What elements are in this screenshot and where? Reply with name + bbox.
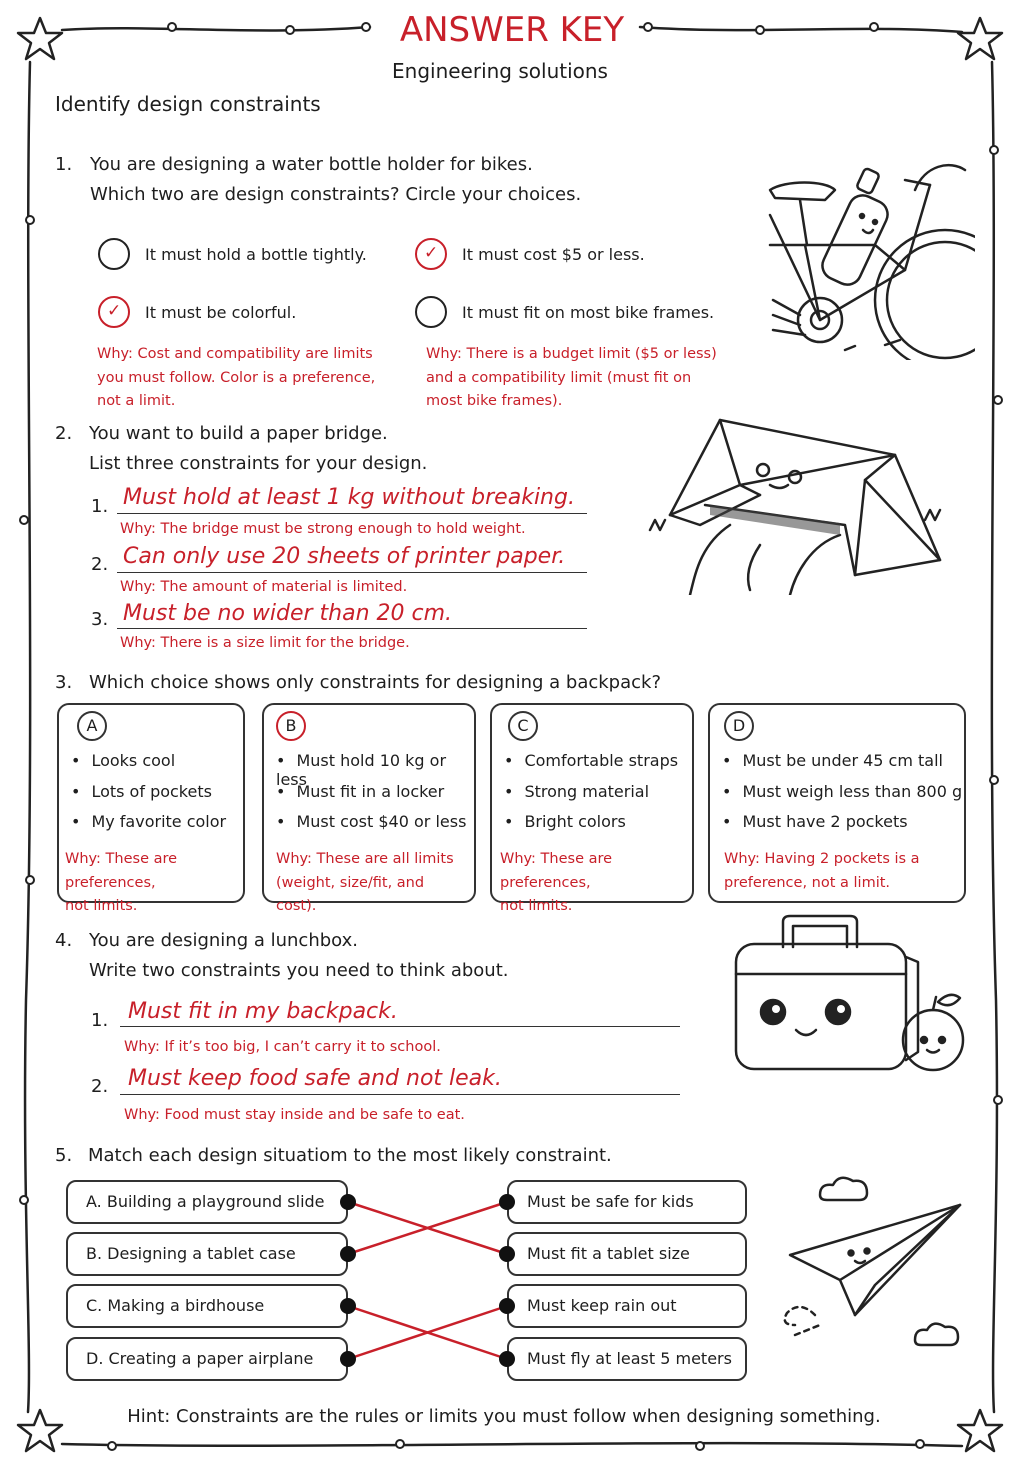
q2-answer-number: 1.: [91, 496, 109, 517]
why-line: Why: These are preferences,: [500, 851, 613, 891]
match-constraint[interactable]: Must fly at least 5 meters: [507, 1337, 747, 1381]
match-dot-left[interactable]: [340, 1246, 356, 1262]
match-dot-right[interactable]: [499, 1194, 515, 1210]
match-dot-left[interactable]: [340, 1194, 356, 1210]
why-line: preference, not a limit.: [724, 874, 891, 891]
why-line: (weight, size/fit, and cost).: [276, 874, 425, 914]
choice-letter-badge-selected: B: [276, 711, 306, 741]
q4-why: Why: If it’s too big, I can’t carry it to school.: [124, 1039, 441, 1055]
choice-item: • Must have 2 pockets: [722, 812, 962, 843]
why-line: most bike frames).: [426, 393, 563, 409]
why-line: you must follow. Color is a preference,: [97, 369, 376, 386]
q2-answer: Must be no wider than 20 cm.: [123, 601, 453, 626]
q2-why: Why: There is a size limit for the bridge.: [120, 635, 410, 651]
q4-prompt-line1: You are designing a lunchbox.: [89, 930, 358, 951]
why-line: not limits.: [65, 898, 138, 914]
choice-item: • Must fit in a locker: [276, 782, 474, 813]
q3-prompt: Which choice shows only constraints for designing a backpack?: [89, 672, 662, 693]
choice-item: • My favorite color: [71, 812, 226, 843]
q2-answer-number: 3.: [91, 609, 109, 630]
choice-item: • Must weigh less than 800 g: [722, 782, 962, 813]
paper-airplane-illustration: [775, 1165, 975, 1365]
q4-answer: Must keep food safe and not leak.: [128, 1066, 502, 1091]
match-situation[interactable]: C. Making a birdhouse: [66, 1284, 348, 1328]
q1-option-label: It must fit on most bike frames.: [462, 303, 715, 322]
match-dot-left[interactable]: [340, 1298, 356, 1314]
q5-prompt: Match each design situatiom to the most likely constraint.: [88, 1145, 612, 1166]
why-line: not a limit.: [97, 393, 176, 409]
choice-item: • Must cost $40 or less: [276, 812, 474, 843]
q2-why: Why: The bridge must be strong enough to hold weight.: [120, 521, 526, 537]
match-constraint[interactable]: Must keep rain out: [507, 1284, 747, 1328]
match-constraint[interactable]: Must be safe for kids: [507, 1180, 747, 1224]
q1-option-label: It must be colorful.: [145, 303, 297, 322]
q2-answer-number: 2.: [91, 554, 109, 575]
match-situation[interactable]: B. Designing a tablet case: [66, 1232, 348, 1276]
q4-why: Why: Food must stay inside and be safe to eat.: [124, 1107, 465, 1123]
choice-item: • Lots of pockets: [71, 782, 226, 813]
choice-item: • Must be under 45 cm tall: [722, 751, 962, 782]
q2-answer: Can only use 20 sheets of printer paper.: [123, 544, 566, 569]
why-line: Why: There is a budget limit ($5 or less): [426, 346, 717, 362]
choice-item: • Must hold 10 kg or less: [276, 751, 474, 782]
q4-answer-number: 1.: [91, 1010, 109, 1031]
q1-prompt-line2: Which two are design constraints? Circle your choices.: [90, 184, 582, 205]
match-dot-left[interactable]: [340, 1351, 356, 1367]
choice-item: • Bright colors: [504, 812, 678, 843]
q4-answer-number: 2.: [91, 1076, 109, 1097]
q1-option-label: It must hold a bottle tightly.: [145, 245, 367, 264]
choice-item: • Strong material: [504, 782, 678, 813]
match-constraint[interactable]: Must fit a tablet size: [507, 1232, 747, 1276]
hint-text: Hint: Constraints are the rules or limits you must follow when designing something.: [127, 1406, 881, 1427]
q1-prompt-line1: You are designing a water bottle holder for bikes.: [90, 154, 533, 175]
q2-prompt-line2: List three constraints for your design.: [89, 453, 428, 474]
q1-option-label: It must cost $5 or less.: [462, 245, 645, 264]
match-situation[interactable]: D. Creating a paper airplane: [66, 1337, 348, 1381]
why-line: Why: Cost and compatibility are limits: [97, 346, 373, 362]
choice-letter-badge: C: [508, 711, 538, 741]
q2-prompt-line1: You want to build a paper bridge.: [89, 423, 388, 444]
choice-item: • Comfortable straps: [504, 751, 678, 782]
match-dot-right[interactable]: [499, 1298, 515, 1314]
why-line: and a compatibility limit (must fit on: [426, 369, 692, 386]
q4-prompt-line2: Write two constraints you need to think about.: [89, 960, 509, 981]
answer-key-title: ANSWER KEY: [399, 10, 625, 50]
q4-answer: Must fit in my backpack.: [128, 999, 398, 1024]
why-line: Why: Having 2 pockets is a: [724, 851, 920, 867]
why-line: Why: These are all limits: [276, 851, 454, 867]
q1-number: 1.: [55, 154, 73, 175]
q3-number: 3.: [55, 672, 73, 693]
q5-number: 5.: [55, 1145, 73, 1166]
match-dot-right[interactable]: [499, 1246, 515, 1262]
choice-item: • Looks cool: [71, 751, 226, 782]
worksheet-subtitle: Engineering solutions: [392, 59, 608, 83]
q2-why: Why: The amount of material is limited.: [120, 579, 408, 595]
match-situation[interactable]: A. Building a playground slide: [66, 1180, 348, 1224]
why-line: Why: These are preferences,: [65, 851, 178, 891]
q2-answer: Must hold at least 1 kg without breaking.: [123, 485, 575, 510]
match-dot-right[interactable]: [499, 1351, 515, 1367]
choice-letter-badge: D: [724, 711, 754, 741]
section-title: Identify design constraints: [55, 92, 321, 116]
why-line: not limits.: [500, 898, 573, 914]
q2-number: 2.: [55, 423, 73, 444]
q4-number: 4.: [55, 930, 73, 951]
choice-letter-badge: A: [77, 711, 107, 741]
